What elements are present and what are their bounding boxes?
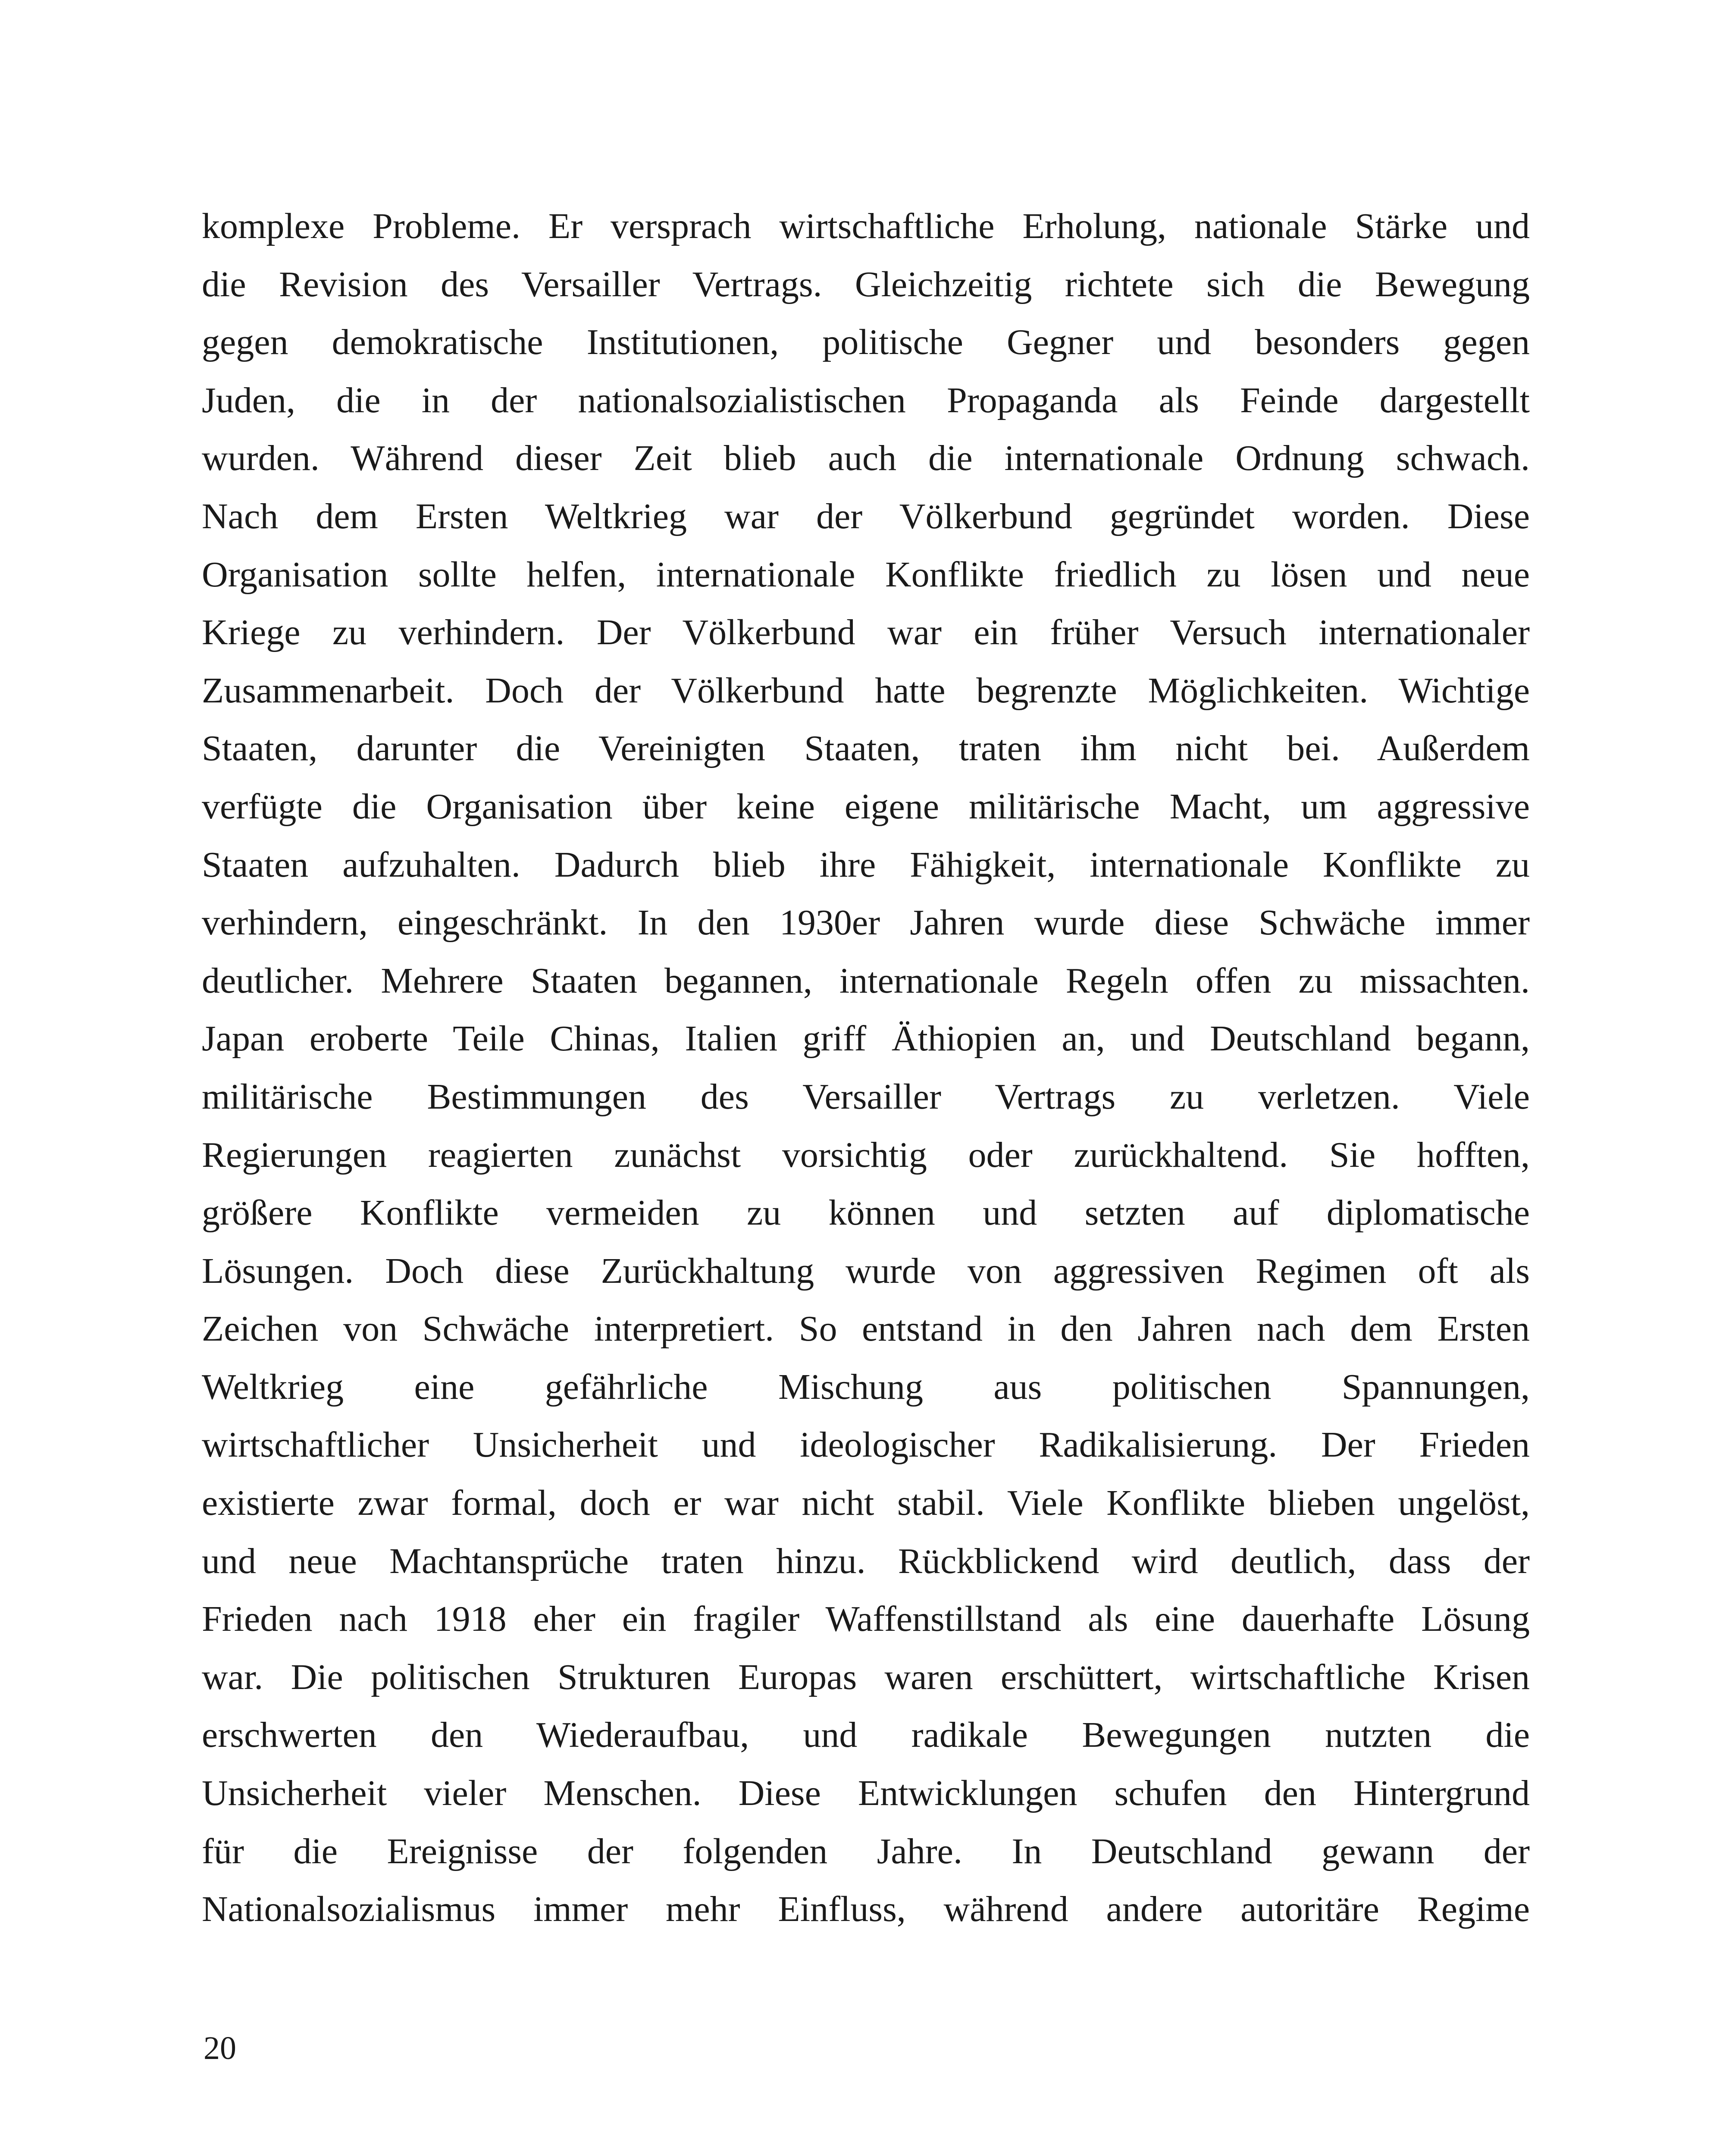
text-line: Organisation sollte helfen, internationale Konflikte friedlich zu lösen und neue (202, 554, 1530, 595)
text-line: Staaten, darunter die Vereinigten Staaten, traten ihm nicht bei. Außerdem (202, 728, 1530, 769)
text-line: und neue Machtansprüche traten hinzu. Rückblickend wird deutlich, dass der (202, 1541, 1530, 1581)
text-line: wirtschaftlicher Unsicherheit und ideologischer Radikalisierung. Der Frieden (202, 1425, 1530, 1465)
text-line: Unsicherheit vieler Menschen. Diese Entwicklungen schufen den Hintergrund (202, 1773, 1530, 1814)
text-line: Nach dem Ersten Weltkrieg war der Völkerbund gegründet worden. Diese (202, 496, 1530, 536)
text-line: Zeichen von Schwäche interpretiert. So entstand in den Jahren nach dem Ersten (202, 1309, 1530, 1349)
text-line: Weltkrieg eine gefährliche Mischung aus politischen Spannungen, (202, 1366, 1530, 1407)
text-line: Lösungen. Doch diese Zurückhaltung wurde von aggressiven Regimen oft als (202, 1250, 1530, 1291)
text-line: verfügte die Organisation über keine eigene militärische Macht, um aggressive (202, 786, 1530, 827)
body-paragraph (202, 197, 1530, 1939)
text-line: gegen demokratische Institutionen, politische Gegner und besonders gegen (202, 322, 1530, 363)
text-line: erschwerten den Wiederaufbau, und radikale Bewegungen nutzten die (202, 1715, 1530, 1755)
text-line: Juden, die in der nationalsozialistischen Propaganda als Feinde dargestellt (202, 380, 1530, 420)
text-line: Regierungen reagierten zunächst vorsichtig oder zurückhaltend. Sie hofften, (202, 1134, 1530, 1175)
text-line: Zusammenarbeit. Doch der Völkerbund hatte begrenzte Möglichkeiten. Wichtige (202, 670, 1530, 711)
text-line: Staaten aufzuhalten. Dadurch blieb ihre Fähigkeit, internationale Konflikte zu (202, 844, 1530, 885)
text-line: Frieden nach 1918 eher ein fragiler Waffenstillstand als eine dauerhafte Lösung (202, 1599, 1530, 1639)
text-line: Kriege zu verhindern. Der Völkerbund war ein früher Versuch internationaler (202, 612, 1530, 653)
text-line: die Revision des Versailler Vertrags. Gleichzeitig richtete sich die Bewegung (202, 264, 1530, 304)
text-line: deutlicher. Mehrere Staaten begannen, internationale Regeln offen zu missachten. (202, 960, 1530, 1001)
text-line: militärische Bestimmungen des Versailler Vertrags zu verletzen. Viele (202, 1076, 1530, 1117)
text-line: war. Die politischen Strukturen Europas waren erschüttert, wirtschaftliche Krisen (202, 1657, 1530, 1697)
text-line: für die Ereignisse der folgenden Jahre. In Deutschland gewann der (202, 1831, 1530, 1871)
page-number: 20 (204, 2030, 236, 2066)
text-line: existierte zwar formal, doch er war nicht stabil. Viele Konflikte blieben ungelöst, (202, 1483, 1530, 1523)
text-line: wurden. Während dieser Zeit blieb auch die internationale Ordnung schwach. (202, 438, 1530, 479)
text-line: Japan eroberte Teile Chinas, Italien griff Äthiopien an, und Deutschland begann, (202, 1018, 1530, 1059)
text-line: Nationalsozialismus immer mehr Einfluss, während andere autoritäre Regime (202, 1889, 1530, 1930)
text-line: größere Konflikte vermeiden zu können und setzten auf diplomatische (202, 1193, 1530, 1233)
text-line: verhindern, eingeschränkt. In den 1930er Jahren wurde diese Schwäche immer (202, 903, 1530, 943)
text-line: komplexe Probleme. Er versprach wirtschaftliche Erholung, nationale Stärke und (202, 206, 1530, 246)
